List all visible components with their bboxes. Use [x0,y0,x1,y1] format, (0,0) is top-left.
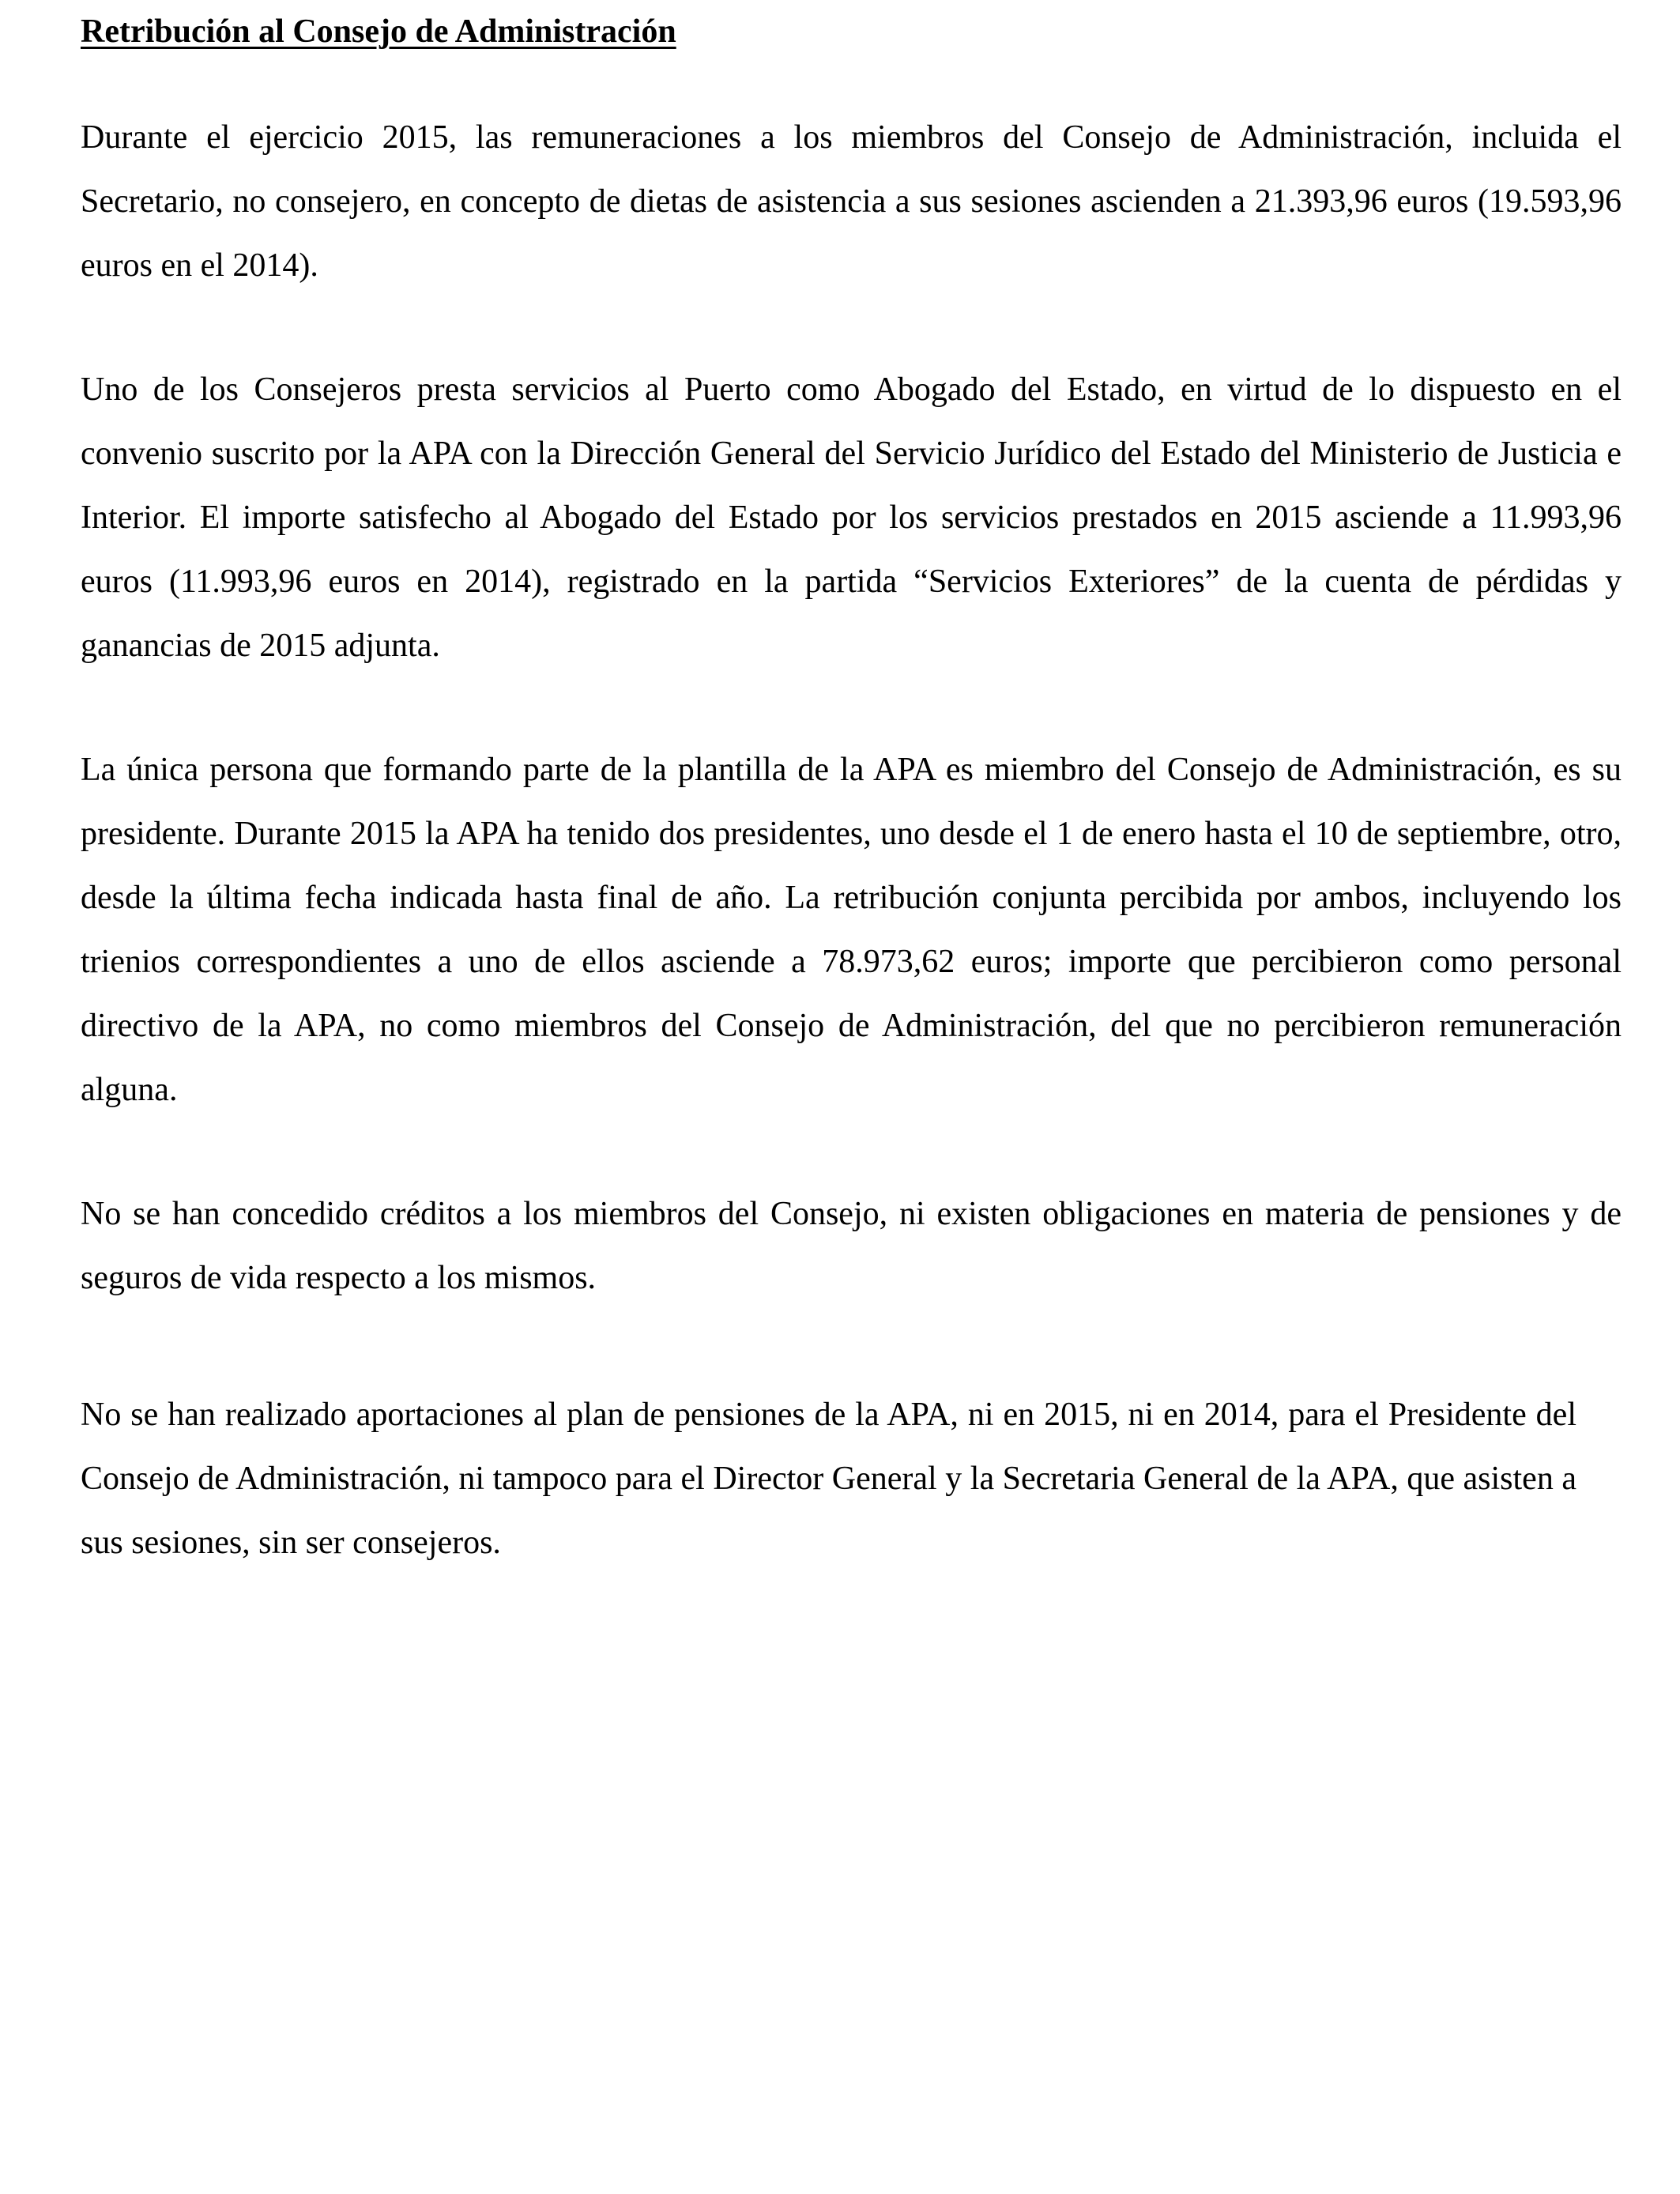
paragraph-abogado-estado: Uno de los Consejeros presta servicios al Puerto como Abogado del Estado, en virtud de lo dispuesto en el convenio suscrito por la APA con la Dirección General del Servicio Jurídico del Estado del Ministerio de Justicia e Interior. El importe satisfecho al Abogado del Estado por los servicios prestados en 2015 asciende a 11.993,96 euros (11.993,96 euros en 2014), registrado en la partida “Servicios Exteriores” de la cuenta de pérdidas y ganancias de 2015 adjunta. [81,371,1622,664]
section-heading: Retribución al Consejo de Administración [81,13,676,50]
paragraph-creditos: No se han concedido créditos a los miembros del Consejo, ni existen obligaciones en materia de pensiones y de seguros de vida respecto a los mismos. [81,1196,1622,1296]
paragraph-plan-pensiones: No se han realizado aportaciones al plan de pensiones de la APA, ni en 2015, ni en 2014, para el Presidente del Consejo de Administración, ni tampoco para el Director General y la Secretaria General de la APA, que asisten a sus sesiones, sin ser consejeros. [81,1397,1576,1561]
paragraph-dietas: Durante el ejercicio 2015, las remuneraciones a los miembros del Consejo de Administración, incluida el Secretario, no consejero, en concepto de dietas de asistencia a sus sesiones ascienden a 21.393,96 euros (19.593,96 euros en el 2014). [81,119,1622,284]
paragraph-presidente: La única persona que formando parte de la plantilla de la APA es miembro del Consejo de Administración, es su presidente. Durante 2015 la APA ha tenido dos presidentes, uno desde el 1 de enero hasta el 10 de septiembre, otro, desde la última fecha indicada hasta final de año. La retribución conjunta percibida por ambos, incluyendo los trienios correspondientes a uno de ellos asciende a 78.973,62 euros; importe que percibieron como personal directivo de la APA, no como miembros del Consejo de Administración, del que no percibieron remuneración alguna. [81,752,1622,1108]
